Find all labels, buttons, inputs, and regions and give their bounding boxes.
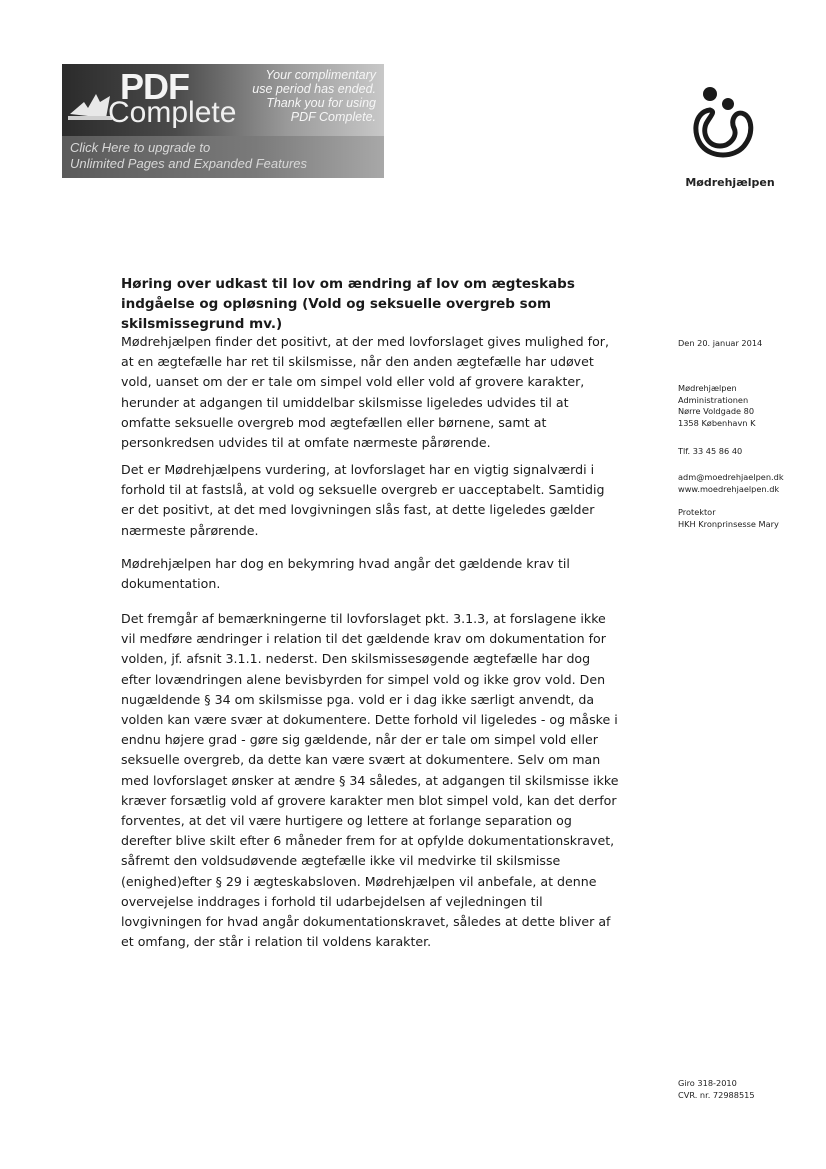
banner-header	[62, 64, 384, 136]
letter-title: Høring over udkast til lov om ændring af lov om ægteskabs indgåelse og opløsning (Vold og seksuelle overgreb som skilsmissegrund mv.)	[121, 276, 575, 332]
address-line: Administrationen	[678, 394, 749, 405]
banner-message-line: use period has ended.	[252, 82, 376, 96]
banner-message-line: Thank you for using	[266, 96, 376, 110]
body-paragraph: Det er Mødrehjælpens vurdering, at lovforslaget har en vigtig signalværdi i forhold til at fastslå, at vold og seksuelle overgreb er uacceptabelt. Samtidig er det positivt, at det med lovgivningen slås fast, at dette ligeledes gælder nærmeste pårørende.	[121, 462, 605, 538]
upgrade-cta-line[interactable]: Unlimited Pages and Expanded Features	[70, 156, 308, 171]
protektor-label: Protektor	[678, 507, 716, 517]
banner-logo-complete: Complete	[108, 96, 237, 129]
protektor-info	[678, 507, 779, 530]
payment-info	[678, 1078, 755, 1101]
banner-message-line: Your complimentary	[265, 68, 376, 82]
phone-number: Tlf. 33 45 86 40	[678, 446, 743, 456]
address-line: 1358 København K	[678, 417, 756, 428]
giro-number: Giro 318-2010	[678, 1078, 737, 1088]
address-line: Mødrehjælpen	[678, 383, 737, 393]
email-link[interactable]: adm@moedrehjaelpen.dk	[678, 472, 784, 482]
upgrade-cta-line[interactable]: Click Here to upgrade to	[70, 140, 211, 155]
address-line: Nørre Voldgade 80	[678, 406, 755, 416]
body-paragraph: Mødrehjælpen har dog en bekymring hvad angår det gældende krav til dokumentation.	[121, 556, 570, 592]
sender-address	[678, 383, 755, 429]
upgrade-link[interactable]	[62, 136, 384, 178]
moedrehjaelpen-logo-icon	[690, 84, 756, 160]
body-paragraph: Det fremgår af bemærkningerne til lovforslaget pkt. 3.1.3, at forslagene ikke vil medføre ændringer i relation til det gældende krav om dokumentation for volden, jf. afsnit 3.1.1. nederst. Den skilsmissesøgende ægtefælle har dog efter lovændringen alene bevisbyrden for simpel vold og ikke grov vold. Den nugældende § 34 om skilsmisse pga. vold er i dag ikke særligt anvendt, da volden kan være svær at dokumentere. Dette forhold vil ligeledes - og måske i endnu højere grad - gøre sig gældende, når der er tale om simpel vold eller seksuelle overgreb, da dette kan være svært at dokumentere. Selv om man med lovforslaget ønsker at ændre § 34 således, at adgangen til skilsmisse ikke kræver forsætlig vold af grovere karakter men blot simpel vold, kan det derfor forventes, at det vil være hurtigere og lettere at forlange separation og derefter blive skilt efter 6 måneder frem for at opfylde dokumentationskravet, såfremt den voldsudøvende ægtefælle ikke vil medvirke til skilsmisse (enighed)efter § 29 i ægteskabsloven. Mødrehjælpen vil anbefale, at denne overvejelse inddrages i forhold til udarbejdelsen af vejledningen til lovgivningen for hvad angår dokumentationskravet, således at dette bliver af et omfang, der står i relation til voldens karakter.	[121, 611, 619, 950]
banner-logo-pdf: PDF	[120, 66, 189, 107]
organization-name: Mødrehjælpen	[685, 176, 775, 189]
pdf-complete-logo-icon	[66, 84, 114, 124]
cvr-number: CVR. nr. 72988515	[678, 1089, 755, 1100]
website-link[interactable]: www.moedrehjaelpen.dk	[678, 483, 780, 494]
contact-online	[678, 472, 784, 495]
banner-message-line: PDF Complete.	[290, 110, 376, 124]
protektor-name: HKH Kronprinsesse Mary	[678, 518, 779, 529]
upgrade-banner[interactable]	[62, 64, 384, 178]
letter-date: Den 20. januar 2014	[678, 338, 763, 348]
banner-message	[226, 68, 376, 124]
body-paragraph: Mødrehjælpen finder det positivt, at der med lovforslaget gives mulighed for, at en ægtefælle har ret til skilsmisse, når den anden ægtefælle har udøvet vold, uanset om der er tale om simpel vold eller vold af grovere karakter, herunder at adgangen til umiddelbar skilsmisse ligeledes udvides til at omfatte seksuelle overgreb mod ægtefællen eller børnene, samt at personkredsen udvides til at omfate nærmeste pårørende.	[121, 334, 609, 451]
upgrade-cta-text[interactable]	[70, 140, 370, 172]
